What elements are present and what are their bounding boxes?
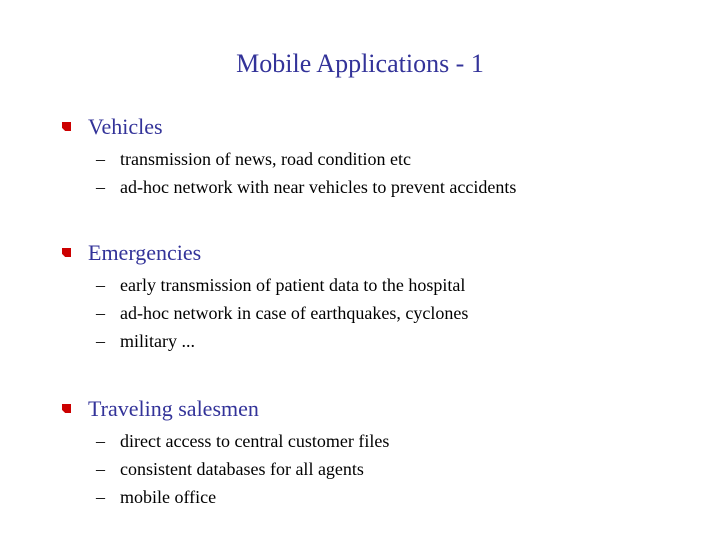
bullet-marker-icon (62, 404, 71, 413)
bullet-vehicles (62, 113, 702, 143)
sub-item-text: consistent databases for all agents (120, 459, 364, 479)
dash-icon: – (96, 459, 105, 479)
sub-item (96, 301, 702, 329)
sub-item (96, 485, 702, 513)
bullet-marker-icon (62, 122, 71, 131)
section-traveling-salesmen (62, 395, 702, 513)
bullet-heading: Traveling salesmen (88, 396, 259, 421)
sub-item (96, 329, 702, 357)
bullet-traveling-salesmen (62, 395, 702, 425)
dash-icon: – (96, 177, 105, 197)
dash-icon: – (96, 487, 105, 507)
dash-icon: – (96, 331, 105, 351)
dash-icon: – (96, 303, 105, 323)
bullet-marker-icon (62, 248, 71, 257)
section-vehicles (62, 113, 702, 203)
sub-item-text: ad-hoc network with near vehicles to prevent accidents (120, 177, 517, 197)
sub-item (96, 429, 702, 457)
sub-item-text: ad-hoc network in case of earthquakes, cyclones (120, 303, 469, 323)
dash-icon: – (96, 149, 105, 169)
sub-list (62, 147, 702, 203)
sub-item-text: military ... (120, 331, 195, 351)
sub-item (96, 273, 702, 301)
bullet-heading: Emergencies (88, 240, 202, 265)
sub-item-text: mobile office (120, 487, 217, 507)
sub-item-text: direct access to central customer files (120, 431, 390, 451)
sub-item-text: transmission of news, road condition etc (120, 149, 411, 169)
sub-list (62, 429, 702, 513)
section-emergencies (62, 239, 702, 357)
bullet-heading: Vehicles (88, 114, 163, 139)
dash-icon: – (96, 275, 105, 295)
sub-item (96, 175, 702, 203)
slide-title: Mobile Applications - 1 (236, 49, 484, 78)
bullet-emergencies (62, 239, 702, 269)
dash-icon: – (96, 431, 105, 451)
sub-list (62, 273, 702, 357)
sub-item (96, 147, 702, 175)
sub-item (96, 457, 702, 485)
sub-item-text: early transmission of patient data to the hospital (120, 275, 466, 295)
